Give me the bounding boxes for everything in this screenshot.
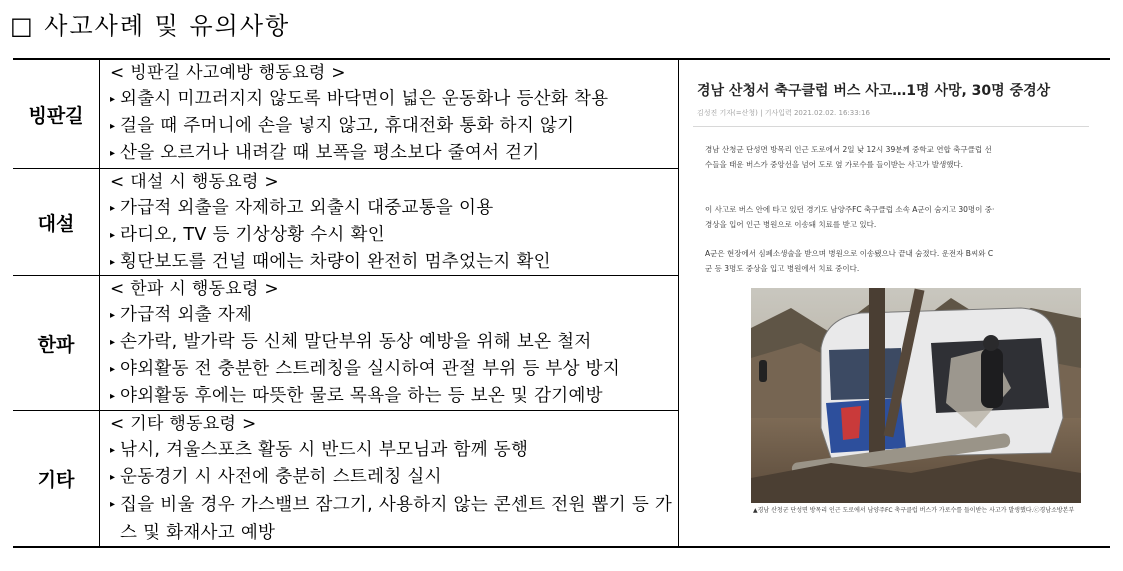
section-label: 한파 <box>13 276 100 410</box>
list-item <box>110 113 678 140</box>
news-title: 경남 산청서 축구클럽 버스 사고…1명 사망, 30명 중경상 <box>697 83 1051 99</box>
bullet-icon: ▸ <box>110 230 116 241</box>
list-item-text: 손가락, 발가락 등 신체 말단부위 동상 예방을 위해 보온 철저 <box>120 332 592 352</box>
list-item <box>110 464 678 491</box>
list-item <box>110 222 678 249</box>
list-item <box>110 491 678 547</box>
list-item <box>110 86 678 113</box>
list-item <box>110 329 678 356</box>
section-icy-road <box>13 60 678 169</box>
list-item-text: 라디오, TV 등 기상상황 수시 확인 <box>120 225 385 245</box>
section-other <box>13 411 678 546</box>
bullet-icon: ▸ <box>110 391 116 402</box>
list-item <box>110 302 678 329</box>
list-item-text: 걸을 때 주머니에 손을 넣지 않고, 휴대전화 통화 하지 않기 <box>120 116 575 136</box>
list-item-text: 집을 비울 경우 가스밸브 잠그기, 사용하지 않는 콘센트 전원 뽑기 등 가스 및 화재사고 예방 <box>120 495 673 543</box>
bullet-icon: ▸ <box>110 203 116 214</box>
section-body <box>100 169 678 275</box>
list-item-text: 야외활동 전 충분한 스트레칭을 실시하여 관절 부위 등 부상 방지 <box>120 359 621 379</box>
list-item <box>110 195 678 222</box>
accident-photo <box>751 288 1081 503</box>
bullet-icon: ▸ <box>110 257 116 268</box>
list-item-text: 야외활동 후에는 따뜻한 물로 목욕을 하는 등 보온 및 감기예방 <box>120 386 603 406</box>
accident-case-column <box>679 60 1110 546</box>
news-paragraph: A군은 현장에서 심폐소생술을 받으며 병원으로 이송됐으나 끝내 숨졌다. 운전자 B씨와 C군 등 3명도 중상을 입고 병원에서 치료 중이다. <box>705 249 994 273</box>
list-item <box>110 249 678 276</box>
news-paragraph: 이 사고로 버스 안에 타고 있던 경기도 남양주FC 축구클럽 소속 A군이 숨지고 30명이 중·경상을 입어 인근 병원으로 이송돼 치료를 받고 있다. <box>705 205 995 229</box>
section-header: < 한파 시 행동요령 > <box>110 279 279 299</box>
news-paragraph: 경남 산청군 단성면 방목리 인근 도로에서 2일 낮 12시 39분께 중학교 연합 축구클럽 선수들을 태운 버스가 중앙선을 넘어 도로 옆 가로수를 들이받는 사고가 발생했다. <box>705 145 992 169</box>
bullet-icon: ▸ <box>110 148 116 159</box>
list-item-text: 운동경기 시 사전에 충분히 스트레칭 실시 <box>120 467 442 487</box>
list-item <box>110 356 678 383</box>
bullet-icon: ▸ <box>110 364 116 375</box>
list-item-text: 외출시 미끄러지지 않도록 바닥면이 넓은 운동화나 등산화 착용 <box>120 89 609 109</box>
section-body <box>100 276 678 410</box>
bullet-icon: ▸ <box>110 121 116 132</box>
list-item-text: 낚시, 겨울스포츠 활동 시 반드시 부모님과 함께 동행 <box>120 440 529 460</box>
section-label: 기타 <box>13 411 100 546</box>
list-item-text: 횡단보도를 건널 때에는 차량이 완전히 멈추었는지 확인 <box>120 252 551 272</box>
list-item <box>110 140 678 167</box>
section-header: < 빙판길 사고예방 행동요령 > <box>110 63 346 83</box>
section-header: < 대설 시 행동요령 > <box>110 172 279 192</box>
bullet-icon: ▸ <box>110 337 116 348</box>
section-body <box>100 60 678 168</box>
news-article <box>679 60 1109 546</box>
page-heading: □ 사고사례 및 유의사항 <box>10 12 291 40</box>
list-item-text: 산을 오르거나 내려갈 때 보폭을 평소보다 줄여서 걷기 <box>120 143 540 163</box>
section-heavy-snow <box>13 169 678 276</box>
bullet-icon: ▸ <box>110 310 116 321</box>
list-item <box>110 437 678 464</box>
guidelines-column <box>13 60 679 546</box>
bullet-icon: ▸ <box>110 445 116 456</box>
bullet-icon: ▸ <box>110 499 116 510</box>
bullet-icon: ▸ <box>110 472 116 483</box>
news-divider <box>693 126 1089 127</box>
bullet-icon: ▸ <box>110 94 116 105</box>
section-cold-wave <box>13 276 678 411</box>
news-meta: 김성진 기자(=산청) | 기사입력 2021.02.02. 16:33:16 <box>697 109 870 117</box>
section-label: 빙판길 <box>13 60 100 168</box>
list-item-text: 가급적 외출을 자제하고 외출시 대중교통을 이용 <box>120 198 494 218</box>
section-label: 대설 <box>13 169 100 275</box>
section-header: < 기타 행동요령 > <box>110 414 257 434</box>
section-body <box>100 411 678 546</box>
photo-caption: ▲경남 산청군 단성면 방목리 인근 도로에서 남양주FC 축구클럽 버스가 가로수를 들이받는 사고가 발생했다.ⓒ경남소방본부 <box>753 507 1075 514</box>
safety-guidelines-table <box>13 58 1110 548</box>
list-item <box>110 383 678 410</box>
list-item-text: 가급적 외출 자제 <box>120 305 253 325</box>
